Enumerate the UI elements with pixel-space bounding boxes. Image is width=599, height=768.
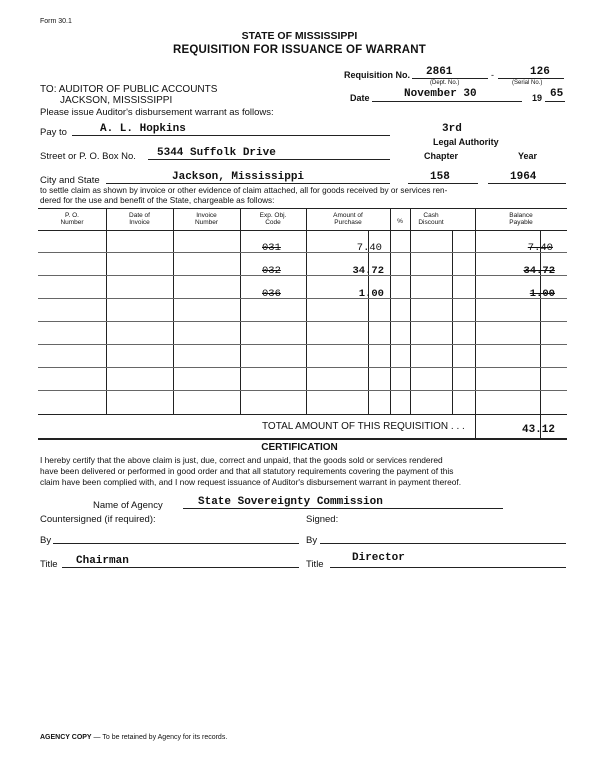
row-3-code: 036 (262, 288, 281, 300)
state-heading: STATE OF MISSISSIPPI (241, 30, 358, 42)
footer-rest: — To be retained by Agency for its records. (91, 734, 228, 741)
row-3-amount: 1.00 (358, 288, 384, 300)
dept-no-line (412, 78, 488, 79)
pay-to-line (72, 135, 390, 136)
by-line-left (53, 543, 299, 544)
chapter-line (408, 183, 478, 184)
pay-to-value: A. L. Hopkins (100, 123, 186, 135)
form-number: Form 30.1 (40, 18, 72, 25)
year-value-line (488, 183, 566, 184)
year-suffix: 65 (550, 88, 564, 100)
col-header-invoice: Invoice Number (194, 212, 219, 226)
title-line-left (62, 567, 299, 568)
row-2-code: 032 (262, 265, 281, 277)
col-header-discount: Cash Discount (418, 212, 444, 226)
col-header-date: Date of Invoice (129, 212, 150, 226)
total-label: TOTAL AMOUNT OF THIS REQUISITION . . . (262, 421, 465, 432)
settle-text-1: to settle claim as shown by invoice or other evidence of claim attached, all for goods received by or services ren- (40, 186, 448, 195)
col-header-exp: Exp. Obj. Code (259, 212, 287, 226)
col-header-amount: Amount of Purchase (333, 212, 363, 226)
certification-line-3: claim have been complied with, and I now request issuance of Auditor's disbursement warrant in payment thereof. (40, 477, 462, 487)
serial-no-line (498, 78, 564, 79)
certification-line-2: have been delivered or performed in good order and that all statutory requirements covering the payment of this (40, 466, 454, 476)
signed-label: Signed: (306, 514, 339, 525)
col-header-po: P. O. Number (60, 212, 84, 226)
date-value: November 30 (404, 88, 477, 100)
legal-authority-label: Legal Authority (433, 137, 499, 147)
page-title: REQUISITION FOR ISSUANCE OF WARRANT (173, 44, 426, 56)
requisition-label: Requisition No. (344, 70, 410, 80)
legal-session: 3rd (442, 123, 462, 135)
row-1-balance: 7.40 (527, 242, 553, 254)
title-line-right (330, 567, 566, 568)
date-line (372, 101, 522, 102)
to-line-1: TO: AUDITOR OF PUBLIC ACCOUNTS (40, 84, 218, 95)
year-label: Year (518, 151, 538, 161)
city-line (106, 183, 390, 184)
col-header-pct: % (397, 218, 403, 225)
row-2-amount: 34.72 (352, 265, 384, 277)
by-label-left: By (40, 535, 52, 546)
instruction-text: Please issue Auditor's disbursement warrant as follows: (40, 107, 274, 118)
title-label-right: Title (306, 559, 324, 570)
by-line-right (320, 543, 566, 544)
certification-line-1: I hereby certify that the above claim is just, due, correct and unpaid, that the goods sold or services rendered (40, 455, 443, 465)
agency-line (183, 508, 503, 509)
row-1-code: 031 (262, 242, 281, 254)
dash-separator: - (491, 70, 494, 80)
chapter-label: Chapter (424, 151, 459, 161)
street-value: 5344 Suffolk Drive (157, 147, 276, 159)
chapter-value: 158 (430, 171, 450, 183)
street-line (148, 159, 390, 160)
row-3-balance: 1.00 (529, 288, 555, 300)
city-value: Jackson, Mississippi (172, 171, 305, 183)
agency-value: State Sovereignty Commission (198, 496, 383, 508)
date-label: Date (350, 93, 370, 103)
serial-no-value: 126 (530, 66, 550, 78)
footer-bold: AGENCY COPY (40, 734, 92, 741)
pay-to-label: Pay to (40, 127, 67, 138)
countersigned-label: Countersigned (if required): (40, 514, 156, 525)
settle-text-2: dered for the use and benefit of the State, chargeable as follows: (40, 196, 275, 205)
city-label: City and State (40, 175, 100, 186)
by-label-right: By (306, 535, 318, 546)
serial-no-caption: (Serial No.) (512, 80, 543, 86)
col-header-balance: Balance Payable (509, 212, 533, 226)
footer-note (40, 734, 227, 741)
certification-heading: CERTIFICATION (261, 442, 338, 453)
year-line (545, 101, 565, 102)
title-label-left: Title (40, 559, 58, 570)
to-line-2: JACKSON, MISSISSIPPI (60, 95, 173, 106)
title-value-right: Director (352, 552, 405, 564)
dept-no-caption: (Dept. No.) (430, 80, 460, 86)
total-value: 43.12 (521, 424, 555, 436)
row-2-balance: 34.72 (523, 265, 555, 277)
row-1-amount: 7.40 (356, 242, 382, 254)
title-value-left: Chairman (76, 555, 129, 567)
year-value: 1964 (510, 171, 537, 183)
year-prefix: 19 (532, 93, 543, 103)
street-label: Street or P. O. Box No. (40, 151, 136, 162)
agency-label: Name of Agency (93, 500, 163, 511)
dept-no-value: 2861 (426, 66, 453, 78)
